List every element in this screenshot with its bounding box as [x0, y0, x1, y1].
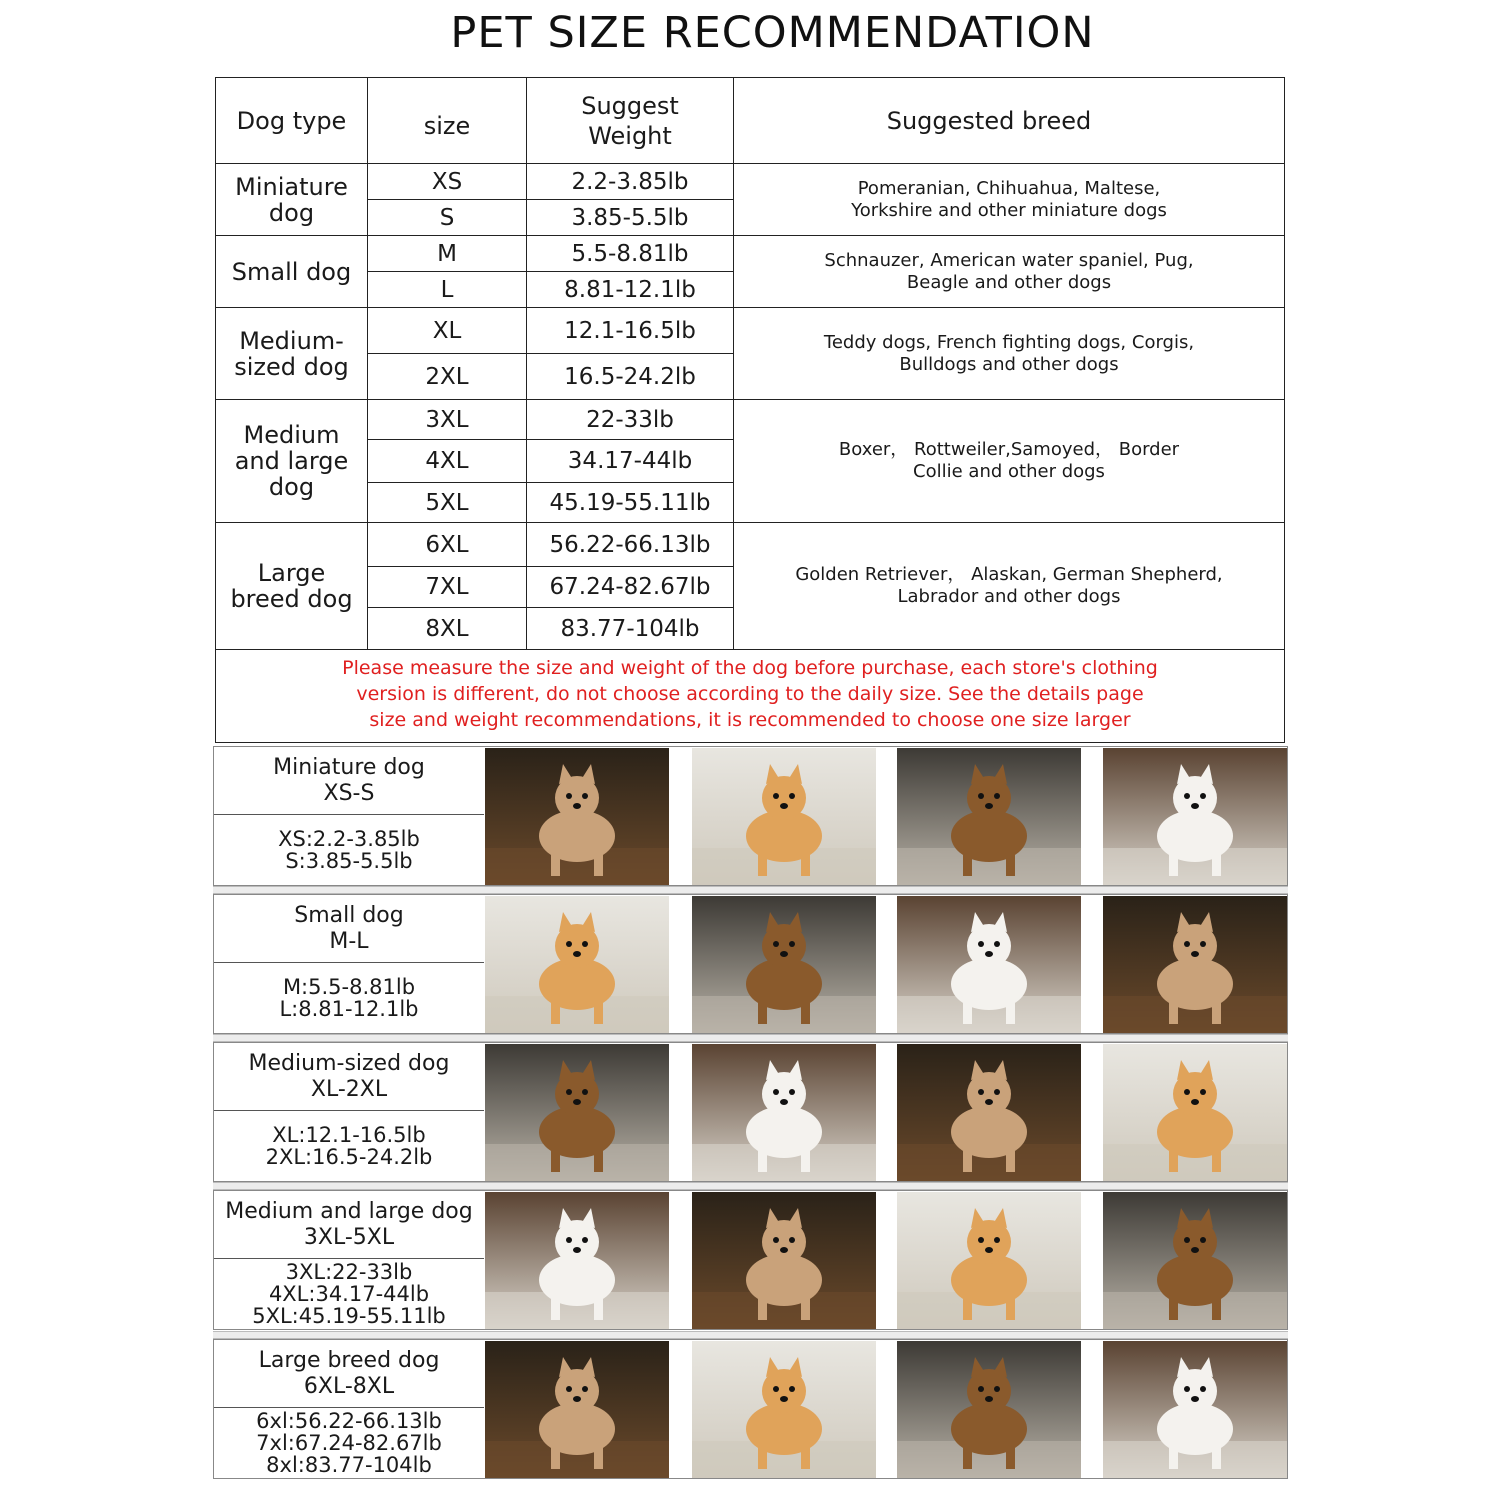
gallery-label	[214, 747, 484, 885]
pomeranian-photo	[692, 748, 876, 885]
weight-cell: 22-33lb	[586, 406, 674, 433]
gallery-row	[213, 1339, 1288, 1479]
breed-cell: Golden Retriever， Alaskan, German Shepherd, Labrador and other dogs	[795, 564, 1223, 607]
gallery-weights: XS:2.2-3.85lb S:3.85-5.5lb	[278, 827, 420, 873]
gallery-weights: XL:12.1-16.5lb 2XL:16.5-24.2lb	[265, 1123, 433, 1169]
size-cell: S	[439, 204, 455, 231]
corgi-photo	[897, 1044, 1081, 1181]
gallery-separator	[213, 1034, 1288, 1042]
weight-cell: 16.5-24.2lb	[564, 363, 696, 390]
header-suggest-weight: Suggest Weight	[581, 91, 679, 150]
weight-cell: 67.24-82.67lb	[549, 574, 711, 600]
gallery-separator	[213, 1331, 1288, 1339]
size-cell: 7XL	[425, 574, 469, 600]
gallery-row	[213, 1190, 1288, 1330]
german-shepherd-photo	[897, 1341, 1081, 1478]
boxer-photo	[692, 1192, 876, 1329]
gallery-label	[214, 1043, 484, 1181]
header-suggested-breed: Suggested breed	[886, 106, 1092, 135]
gallery-row	[213, 894, 1288, 1034]
gallery-separator	[213, 886, 1288, 894]
weight-cell: 3.85-5.5lb	[571, 204, 689, 231]
gallery-row	[213, 1042, 1288, 1182]
gallery-separator	[213, 1182, 1288, 1190]
beagle-photo	[1103, 896, 1287, 1033]
dog-type-medium-sized: Medium- sized dog	[234, 326, 349, 381]
maltese-photo	[1103, 748, 1287, 885]
schnauzer-photo	[485, 896, 669, 1033]
weight-cell: 12.1-16.5lb	[564, 317, 696, 344]
gallery-weights: 3XL:22-33lb 4XL:34.17-44lb 5XL:45.19-55.11lb	[252, 1260, 446, 1328]
size-table	[215, 77, 1285, 743]
dog-type-miniature: Miniature dog	[235, 172, 348, 227]
gallery-heading: Large breed dog 6XL-8XL	[214, 1340, 484, 1408]
rottweiler-photo	[897, 1192, 1081, 1329]
yorkshire-photo	[897, 748, 1081, 885]
header-size: size	[423, 111, 471, 140]
page-title: PET SIZE RECOMMENDATION	[450, 8, 1095, 58]
water-spaniel-photo	[692, 896, 876, 1033]
header-dog-type: Dog type	[236, 106, 347, 135]
golden-retriever-photo	[1103, 1341, 1287, 1478]
gallery-weights: 6xl:56.22-66.13lb 7xl:67.24-82.67lb 8xl:83.77-104lb	[256, 1409, 442, 1477]
breed-cell: Teddy dogs, French fighting dogs, Corgis, Bulldogs and other dogs	[823, 331, 1195, 375]
size-cell: L	[440, 276, 454, 303]
samoyed-photo	[485, 1192, 669, 1329]
dog-type-large-breed: Large breed dog	[230, 559, 353, 613]
chihuahua-photo	[485, 748, 669, 885]
breed-cell: Schnauzer, American water spaniel, Pug, Beagle and other dogs	[824, 249, 1194, 293]
size-cell: 8XL	[425, 615, 469, 642]
size-cell: 5XL	[425, 489, 469, 516]
weight-cell: 83.77-104lb	[560, 615, 700, 642]
teddy-dog-photo	[485, 1044, 669, 1181]
size-cell: XS	[431, 168, 463, 195]
gallery-row	[213, 746, 1288, 886]
gallery-heading: Miniature dog XS-S	[214, 747, 484, 815]
french-bulldog-photo	[1103, 1044, 1287, 1181]
weight-cell: 2.2-3.85lb	[571, 168, 689, 195]
gallery-heading: Small dog M-L	[214, 895, 484, 963]
size-cell: 3XL	[425, 406, 469, 433]
weight-cell: 34.17-44lb	[567, 448, 693, 474]
border-collie-photo	[1103, 1192, 1287, 1329]
dog-type-medium-large: Medium and large dog	[234, 421, 349, 501]
breed-cell: Boxer， Rottweiler,Samoyed， Border Collie and other dogs	[838, 439, 1180, 482]
dog-type-small: Small dog	[231, 257, 352, 286]
purchase-notice: Please measure the size and weight of the dog before purchase, each store's clothing version is different, do not choose according to the daily size. See the details page size and weight recommendations, it is recommended to choose one size larger	[342, 657, 1158, 731]
weight-cell: 56.22-66.13lb	[549, 531, 711, 558]
size-cell: 4XL	[425, 448, 469, 474]
size-cell: XL	[432, 317, 462, 344]
gallery-label	[214, 1340, 484, 1478]
alaskan-photo	[485, 1341, 669, 1478]
size-cell: 2XL	[425, 363, 469, 390]
pug-photo	[897, 896, 1081, 1033]
weight-cell: 5.5-8.81lb	[571, 240, 689, 267]
size-cell: M	[437, 240, 457, 267]
breed-cell: Pomeranian, Chihuahua, Maltese, Yorkshire and other miniature dogs	[851, 177, 1167, 221]
size-cell: 6XL	[425, 531, 469, 558]
weight-cell: 45.19-55.11lb	[549, 489, 711, 516]
bulldog-photo	[692, 1044, 876, 1181]
labrador-photo	[692, 1341, 876, 1478]
gallery-label	[214, 1191, 484, 1329]
gallery-weights: M:5.5-8.81lb L:8.81-12.1lb	[279, 975, 419, 1021]
weight-cell: 8.81-12.1lb	[564, 276, 696, 303]
gallery-label	[214, 895, 484, 1033]
gallery-heading: Medium-sized dog XL-2XL	[214, 1043, 484, 1111]
gallery-heading: Medium and large dog 3XL-5XL	[214, 1191, 484, 1259]
